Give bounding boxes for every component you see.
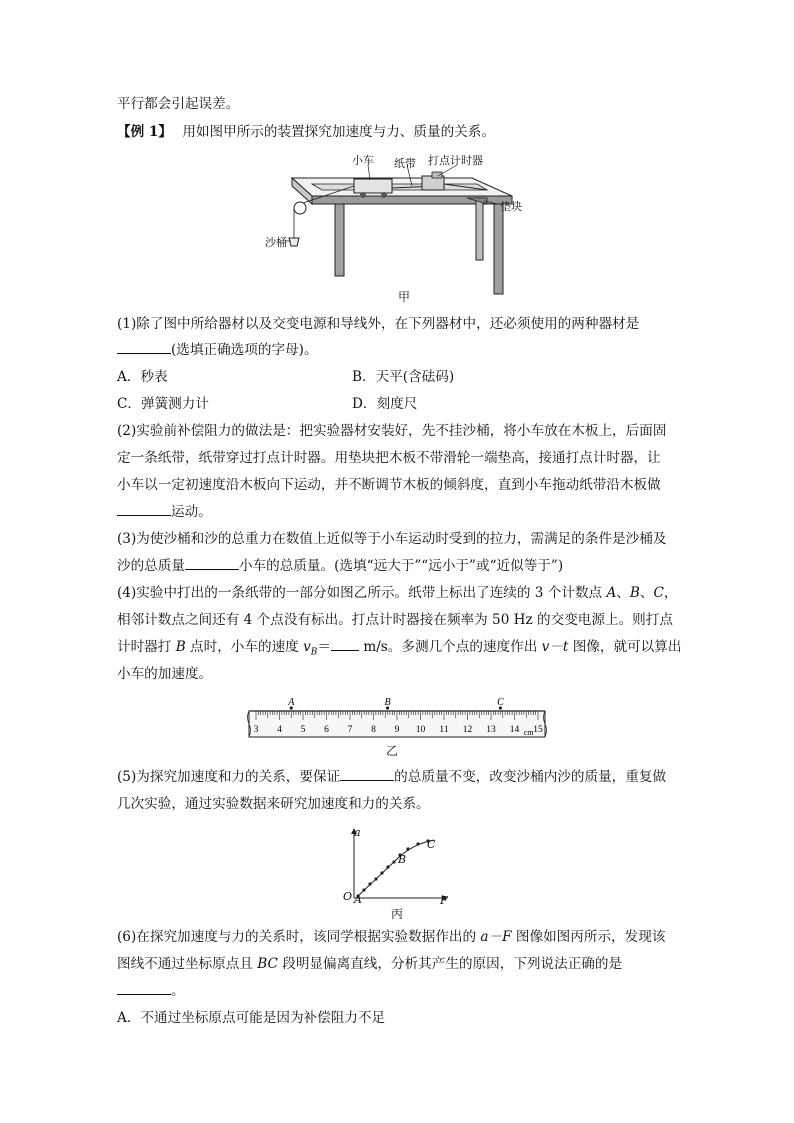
- figure-apparatus: [262, 148, 552, 306]
- graph-point-c: C: [427, 838, 436, 851]
- q3-answer-blank[interactable]: [185, 555, 239, 570]
- ruler-tick-label: 12: [462, 725, 473, 735]
- q1-option-b: B．天平(含砝码): [352, 369, 455, 385]
- q6-line1: (6)在探究加速度与力的关系时，该同学根据实验数据作出的 a－F 图像如图丙所示，发现该: [117, 929, 666, 945]
- graph-point-a: A: [354, 893, 362, 906]
- tape-point-label: B: [384, 697, 391, 708]
- q6-option-a: A．不通过坐标原点可能是因为补偿阻力不足: [117, 1010, 386, 1026]
- figure-caption-bing: 丙: [391, 907, 404, 921]
- q6-answer-blank[interactable]: [117, 980, 171, 995]
- q5-line1: (5)为探究加速度和力的关系，要保证 的总质量不变，改变沙桶内沙的质量，重复做: [117, 766, 666, 788]
- q2-line3: 小车以一定初速度沿木板向下运动，并不断调节木板的倾斜度，直到小车拖动纸带沿木板做: [117, 477, 661, 493]
- ruler-tick-label: 13: [486, 725, 496, 735]
- q4-line4: 小车的加速度。: [117, 666, 213, 682]
- figure-caption-yi: 乙: [386, 744, 399, 758]
- graph-origin-label: O: [343, 890, 353, 903]
- q2-line4: 运动。: [117, 501, 212, 523]
- graph-x-axis-label: F: [440, 894, 448, 907]
- q1-answer-blank[interactable]: [117, 339, 171, 354]
- label-timer: 打点计时器: [428, 154, 483, 167]
- example-heading: [117, 121, 495, 143]
- ruler-tick-label: 4: [277, 725, 282, 735]
- q6-line2: 图线不通过坐标原点且 BC 段明显偏离直线，分析其产生的原因，下列说法正确的是: [117, 956, 623, 972]
- q2-line1: (2)实验前补偿阻力的做法是：把实验器材安装好，先不挂沙桶，将小车放在木板上，后面固: [117, 423, 667, 439]
- q1-line2: (选填正确选项的字母)。: [117, 339, 318, 361]
- label-block: 垫块: [500, 200, 522, 213]
- q4-line3: 计时器打 B 点时，小车的速度 $v_B= m/s$。多测几个点的速度作出 v－t 图像，就可以算出: [117, 636, 681, 664]
- ruler-tick-label: 10: [415, 725, 426, 735]
- label-bucket: 沙桶: [265, 236, 287, 249]
- q5-answer-blank[interactable]: [340, 766, 394, 781]
- q3-line2: 沙的总质量 小车的总质量。(选填“远大于”“远小于”或“近似等于”): [117, 555, 563, 577]
- intro-text: 平行都会引起误差。: [117, 96, 240, 112]
- example-tag: 【例 1】: [117, 124, 172, 140]
- ruler-tick-label: 14: [509, 725, 520, 735]
- q4-line2: 相邻计数点之间还有 4 个点没有标出。打点计时器接在频率为 50 Hz 的交变电源上。则打点: [117, 612, 673, 628]
- figure-ruler-tape: [246, 697, 548, 741]
- label-car: 小车: [352, 154, 374, 167]
- car-shape: [354, 179, 392, 193]
- ruler-tick-label: 9: [394, 725, 400, 735]
- example-text: 用如图甲所示的装置探究加速度与力、质量的关系。: [182, 124, 495, 140]
- q2-answer-blank[interactable]: [117, 501, 171, 516]
- ruler-unit-label: cm: [523, 728, 534, 737]
- q1-option-c: C．弹簧测力计: [117, 396, 209, 412]
- q6-line3: 。: [117, 980, 185, 1002]
- tape-point-label: A: [288, 697, 295, 708]
- q3-line1: (3)为使沙桶和沙的总重力在数值上近似等于小车运动时受到的拉力，需满足的条件是沙桶及: [117, 531, 667, 547]
- ruler-tick-label: 6: [324, 725, 329, 735]
- q1-line1: (1)除了图中所给器材以及交变电源和导线外，在下列器材中，还必须使用的两种器材是: [117, 316, 640, 332]
- q1-option-a: A．秒表: [117, 369, 168, 385]
- ruler-tick-label: 15: [533, 725, 543, 735]
- q2-line2: 定一条纸带，纸带穿过打点计时器。用垫块把木板不带滑轮一端垫高，接通打点计时器，让: [117, 450, 661, 466]
- figure-caption-jia: 甲: [398, 290, 411, 304]
- q4-line1: (4)实验中打出的一条纸带的一部分如图乙所示。纸带上标出了连续的 3 个计数点 A、B、C，: [117, 585, 678, 601]
- q5-line2: 几次实验，通过实验数据来研究加速度和力的关系。: [117, 796, 430, 812]
- q1-option-d: D．刻度尺: [352, 396, 418, 412]
- graph-y-axis-label: a: [354, 826, 361, 839]
- ruler-tick-label: 3: [253, 725, 259, 735]
- label-tape: 纸带: [394, 157, 416, 170]
- tape-point-label: C: [497, 697, 504, 708]
- ruler-tick-label: 8: [371, 725, 376, 735]
- graph-point-b: B: [398, 853, 407, 866]
- ruler-tick-label: 11: [439, 725, 449, 735]
- q4-answer-blank[interactable]: [331, 636, 359, 651]
- ruler-tick-label: 7: [347, 725, 353, 735]
- ruler-tick-label: 5: [300, 725, 306, 735]
- bucket-shape: [289, 238, 299, 246]
